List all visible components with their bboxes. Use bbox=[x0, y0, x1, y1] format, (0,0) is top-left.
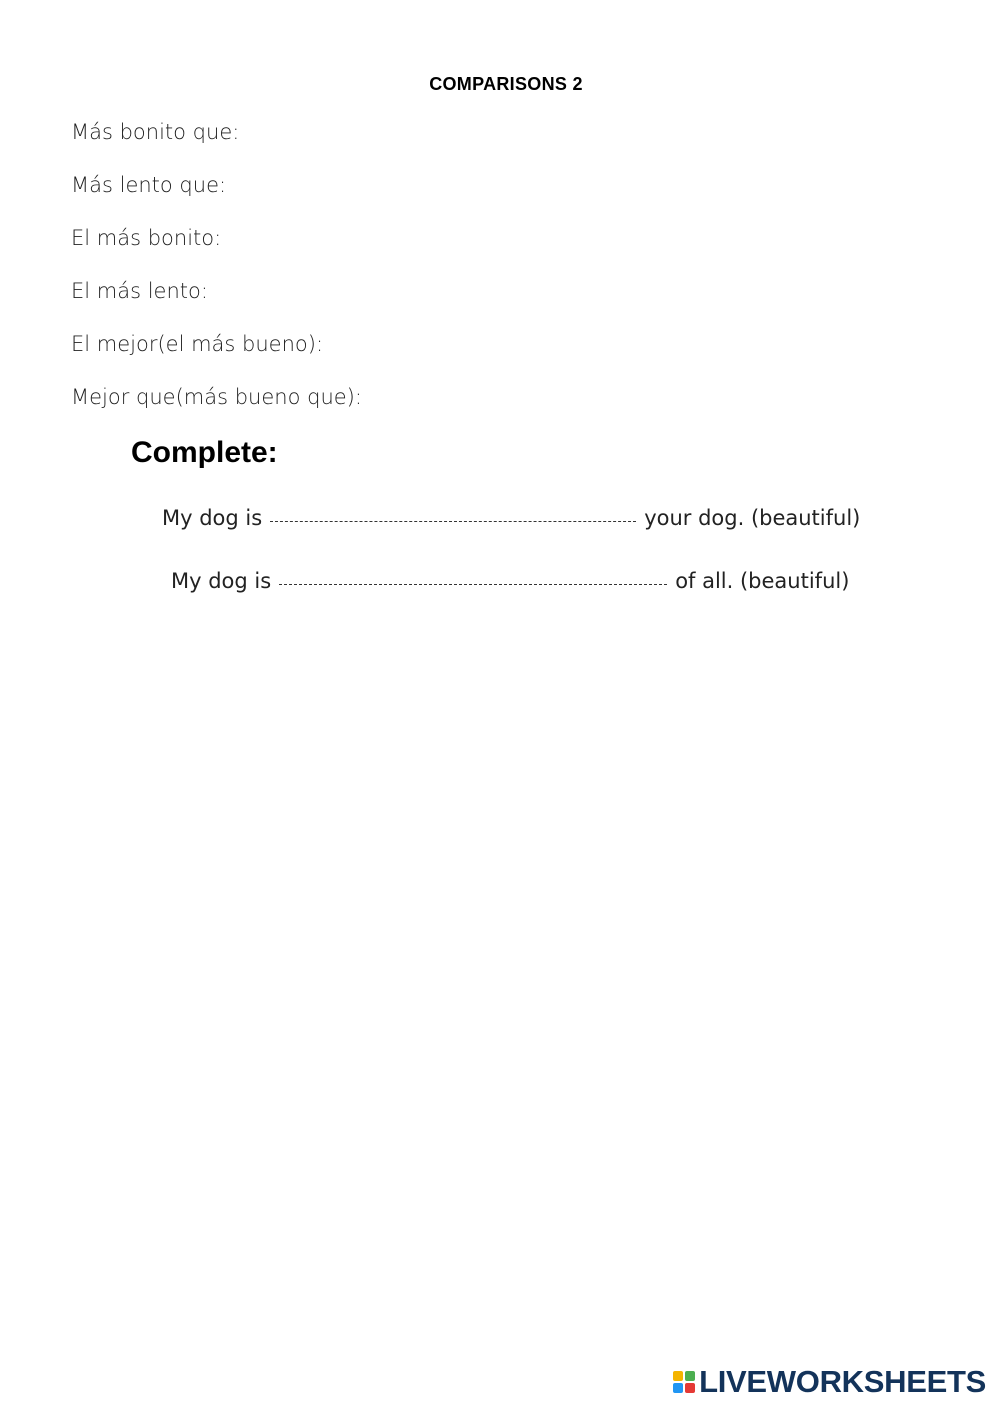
liveworksheets-logo bbox=[673, 1364, 986, 1400]
logo-mark-icon bbox=[673, 1371, 695, 1393]
sentence-2 bbox=[171, 569, 849, 593]
sentence-1-blank[interactable] bbox=[270, 520, 636, 522]
complete-heading: Complete: bbox=[131, 436, 278, 469]
vocab-line-mejor-que: Mejor que(más bueno que): bbox=[71, 385, 362, 409]
logo-mark-square-2 bbox=[685, 1371, 695, 1381]
vocab-line-el-mas-bonito: El más bonito: bbox=[71, 226, 222, 250]
sentence-1-suffix: your dog. (beautiful) bbox=[644, 506, 861, 530]
vocab-line-el-mas-lento: El más lento: bbox=[71, 279, 208, 303]
logo-mark-square-3 bbox=[673, 1383, 683, 1393]
sentence-1 bbox=[162, 506, 860, 530]
vocab-line-el-mejor: El mejor(el más bueno): bbox=[71, 332, 324, 356]
vocab-line-mas-bonito-que: Más bonito que: bbox=[71, 120, 240, 144]
logo-text: LIVEWORKSHEETS bbox=[699, 1364, 986, 1399]
sentence-2-prefix: My dog is bbox=[171, 569, 272, 593]
sentence-2-suffix: of all. (beautiful) bbox=[675, 569, 850, 593]
sentence-1-prefix: My dog is bbox=[162, 506, 263, 530]
sentence-2-blank[interactable] bbox=[279, 583, 667, 585]
logo-mark-square-1 bbox=[673, 1371, 683, 1381]
logo-mark-square-4 bbox=[685, 1383, 695, 1393]
worksheet-title: COMPARISONS 2 bbox=[429, 74, 583, 94]
vocab-line-mas-lento-que: Más lento que: bbox=[71, 173, 227, 197]
